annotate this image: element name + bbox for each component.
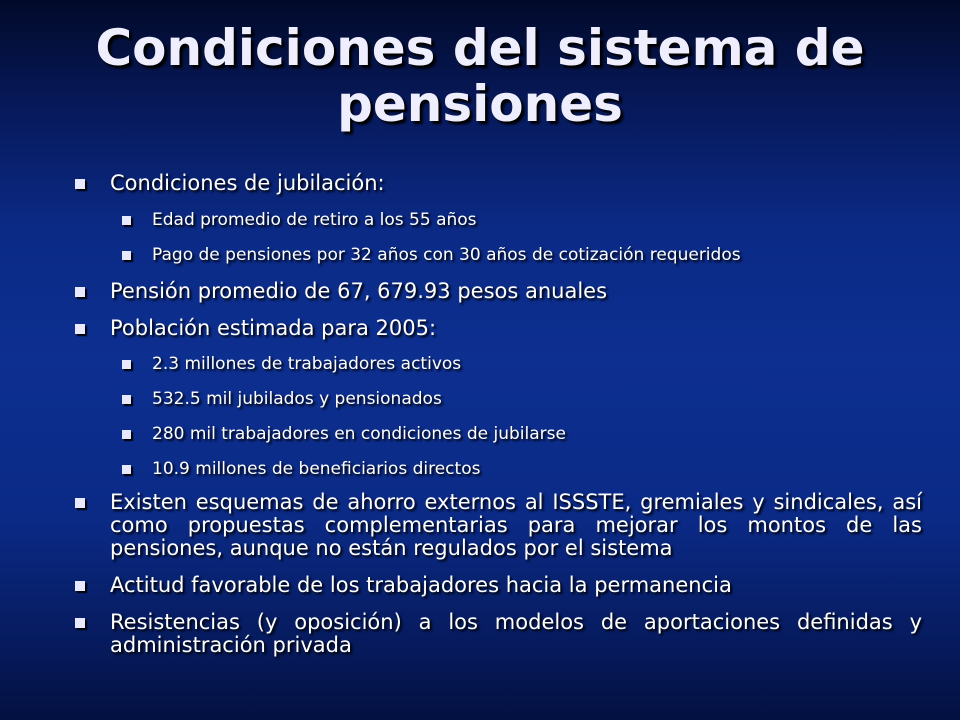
square-bullet-icon <box>75 581 85 591</box>
bullet-text: Resistencias (y oposición) a los modelos de aportaciones definidas y administración privada <box>110 610 922 657</box>
square-bullet-icon <box>75 179 85 189</box>
bullet-text: Pensión promedio de 67, 679.93 pesos anuales <box>110 279 608 303</box>
square-bullet-icon <box>122 395 131 404</box>
square-bullet-icon <box>122 465 131 474</box>
sub-bullet-item <box>72 389 922 409</box>
square-bullet-icon <box>75 324 85 334</box>
bullet-text: Existen esquemas de ahorro externos al ISSSTE, gremiales y sindicales, así como propuestas complementarias para mejorar los montos de las pensiones, aunque no están regulados por el sistema <box>110 490 922 560</box>
sub-bullet-item <box>72 424 922 444</box>
sub-bullet-item <box>72 354 922 374</box>
bullet-item <box>72 574 922 597</box>
square-bullet-icon <box>122 216 131 225</box>
bullet-item <box>72 280 922 303</box>
square-bullet-icon <box>122 251 131 260</box>
sub-bullet-item <box>72 459 922 479</box>
bullet-item <box>72 172 922 195</box>
square-bullet-icon <box>75 498 85 508</box>
bullet-item <box>72 491 922 560</box>
bullet-text: Condiciones de jubilación: <box>110 171 385 195</box>
square-bullet-icon <box>122 360 131 369</box>
sub-bullet-text: 280 mil trabajadores en condiciones de jubilarse <box>152 424 566 444</box>
bullet-item <box>72 317 922 340</box>
sub-bullet-text: Edad promedio de retiro a los 55 años <box>152 210 477 230</box>
bullet-item <box>72 611 922 657</box>
square-bullet-icon <box>75 618 85 628</box>
sub-bullet-item <box>72 245 922 265</box>
sub-bullet-text: 2.3 millones de trabajadores activos <box>152 354 462 374</box>
bullet-text: Actitud favorable de los trabajadores hacia la permanencia <box>110 573 732 597</box>
bullet-list <box>72 172 922 657</box>
sub-bullet-item <box>72 210 922 230</box>
square-bullet-icon <box>75 287 85 297</box>
sub-bullet-text: 532.5 mil jubilados y pensionados <box>152 389 442 409</box>
slide-title: Condiciones del sistema de pensiones <box>95 19 865 133</box>
sub-bullet-text: Pago de pensiones por 32 años con 30 años de cotización requeridos <box>152 245 741 265</box>
bullet-text: Población estimada para 2005: <box>110 316 437 340</box>
sub-bullet-text: 10.9 millones de beneficiarios directos <box>152 459 481 479</box>
square-bullet-icon <box>122 430 131 439</box>
